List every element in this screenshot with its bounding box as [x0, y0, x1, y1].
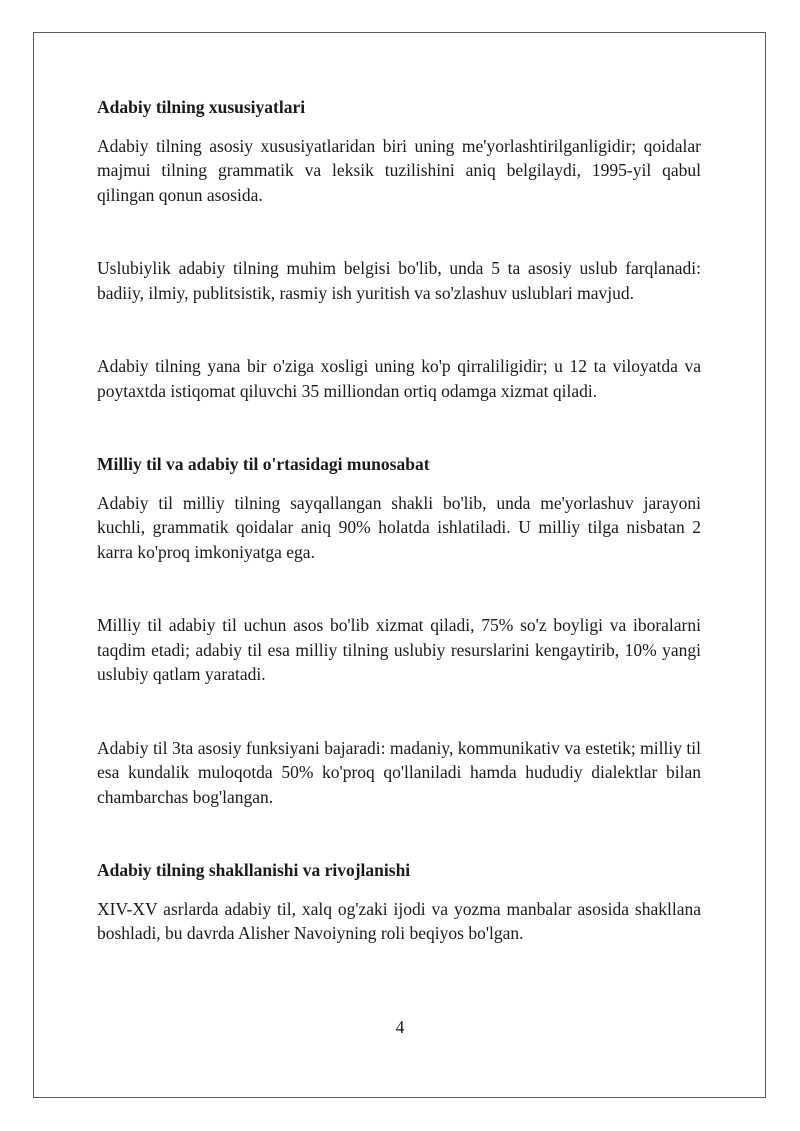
- paragraph: Milliy til adabiy til uchun asos bo'lib xizmat qiladi, 75% so'z boyligi va iboralarni taqdim etadi; adabiy til esa milliy tilning uslubiy resurslarini kengaytirib, 10% yangi uslubiy qatlam yaratadi.: [97, 615, 701, 684]
- page-number: 4: [395, 1017, 405, 1037]
- section-heading: Adabiy tilning xususiyatlari: [97, 97, 306, 117]
- paragraph: Adabiy til milliy tilning sayqallangan shakli bo'lib, unda me'yorlashuv jarayoni kuchli, grammatik qoidalar aniq 90% holatda ishlatiladi. U milliy tilga nisbatan 2 karra ko'proq imkoniyatga ega.: [97, 492, 701, 562]
- paragraph: Adabiy tilning asosiy xususiyatlaridan biri uning me'yorlashtirilganligidir; qoidalar majmui tilning grammatik va leksik tuzilishini aniq belgilaydi, 1995-yil qabul qilingan qonun asosida.: [97, 135, 701, 205]
- section-heading: Adabiy tilning shakllanishi va rivojlanishi: [97, 860, 411, 880]
- paragraph: XIV-XV asrlarda adabiy til, xalq og'zaki ijodi va yozma manbalar asosida shakllana boshladi, bu davrda Alisher Navoiyning roli beqiyos bo'lgan.: [97, 898, 701, 943]
- section-heading: Milliy til va adabiy til o'rtasidagi munosabat: [97, 454, 430, 474]
- document-body: [97, 95, 701, 946]
- paragraph: Adabiy tilning yana bir o'ziga xosligi uning ko'p qirraliligidir; u 12 ta viloyatda va poytaxtda istiqomat qiluvchi 35 milliondan ortiq odamga xizmat qiladi.: [97, 356, 701, 401]
- paragraph: Uslubiylik adabiy tilning muhim belgisi bo'lib, unda 5 ta asosiy uslub farqlanadi: badiiy, ilmiy, publitsistik, rasmiy ish yuritish va so'zlashuv uslublari mavjud.: [97, 258, 701, 303]
- paragraph: Adabiy til 3ta asosiy funksiyani bajaradi: madaniy, kommunikativ va estetik; milliy til esa kundalik muloqotda 50% ko'proq qo'llaniladi hamda hududiy dialektlar bilan chambarchas bog'langan.: [97, 737, 701, 807]
